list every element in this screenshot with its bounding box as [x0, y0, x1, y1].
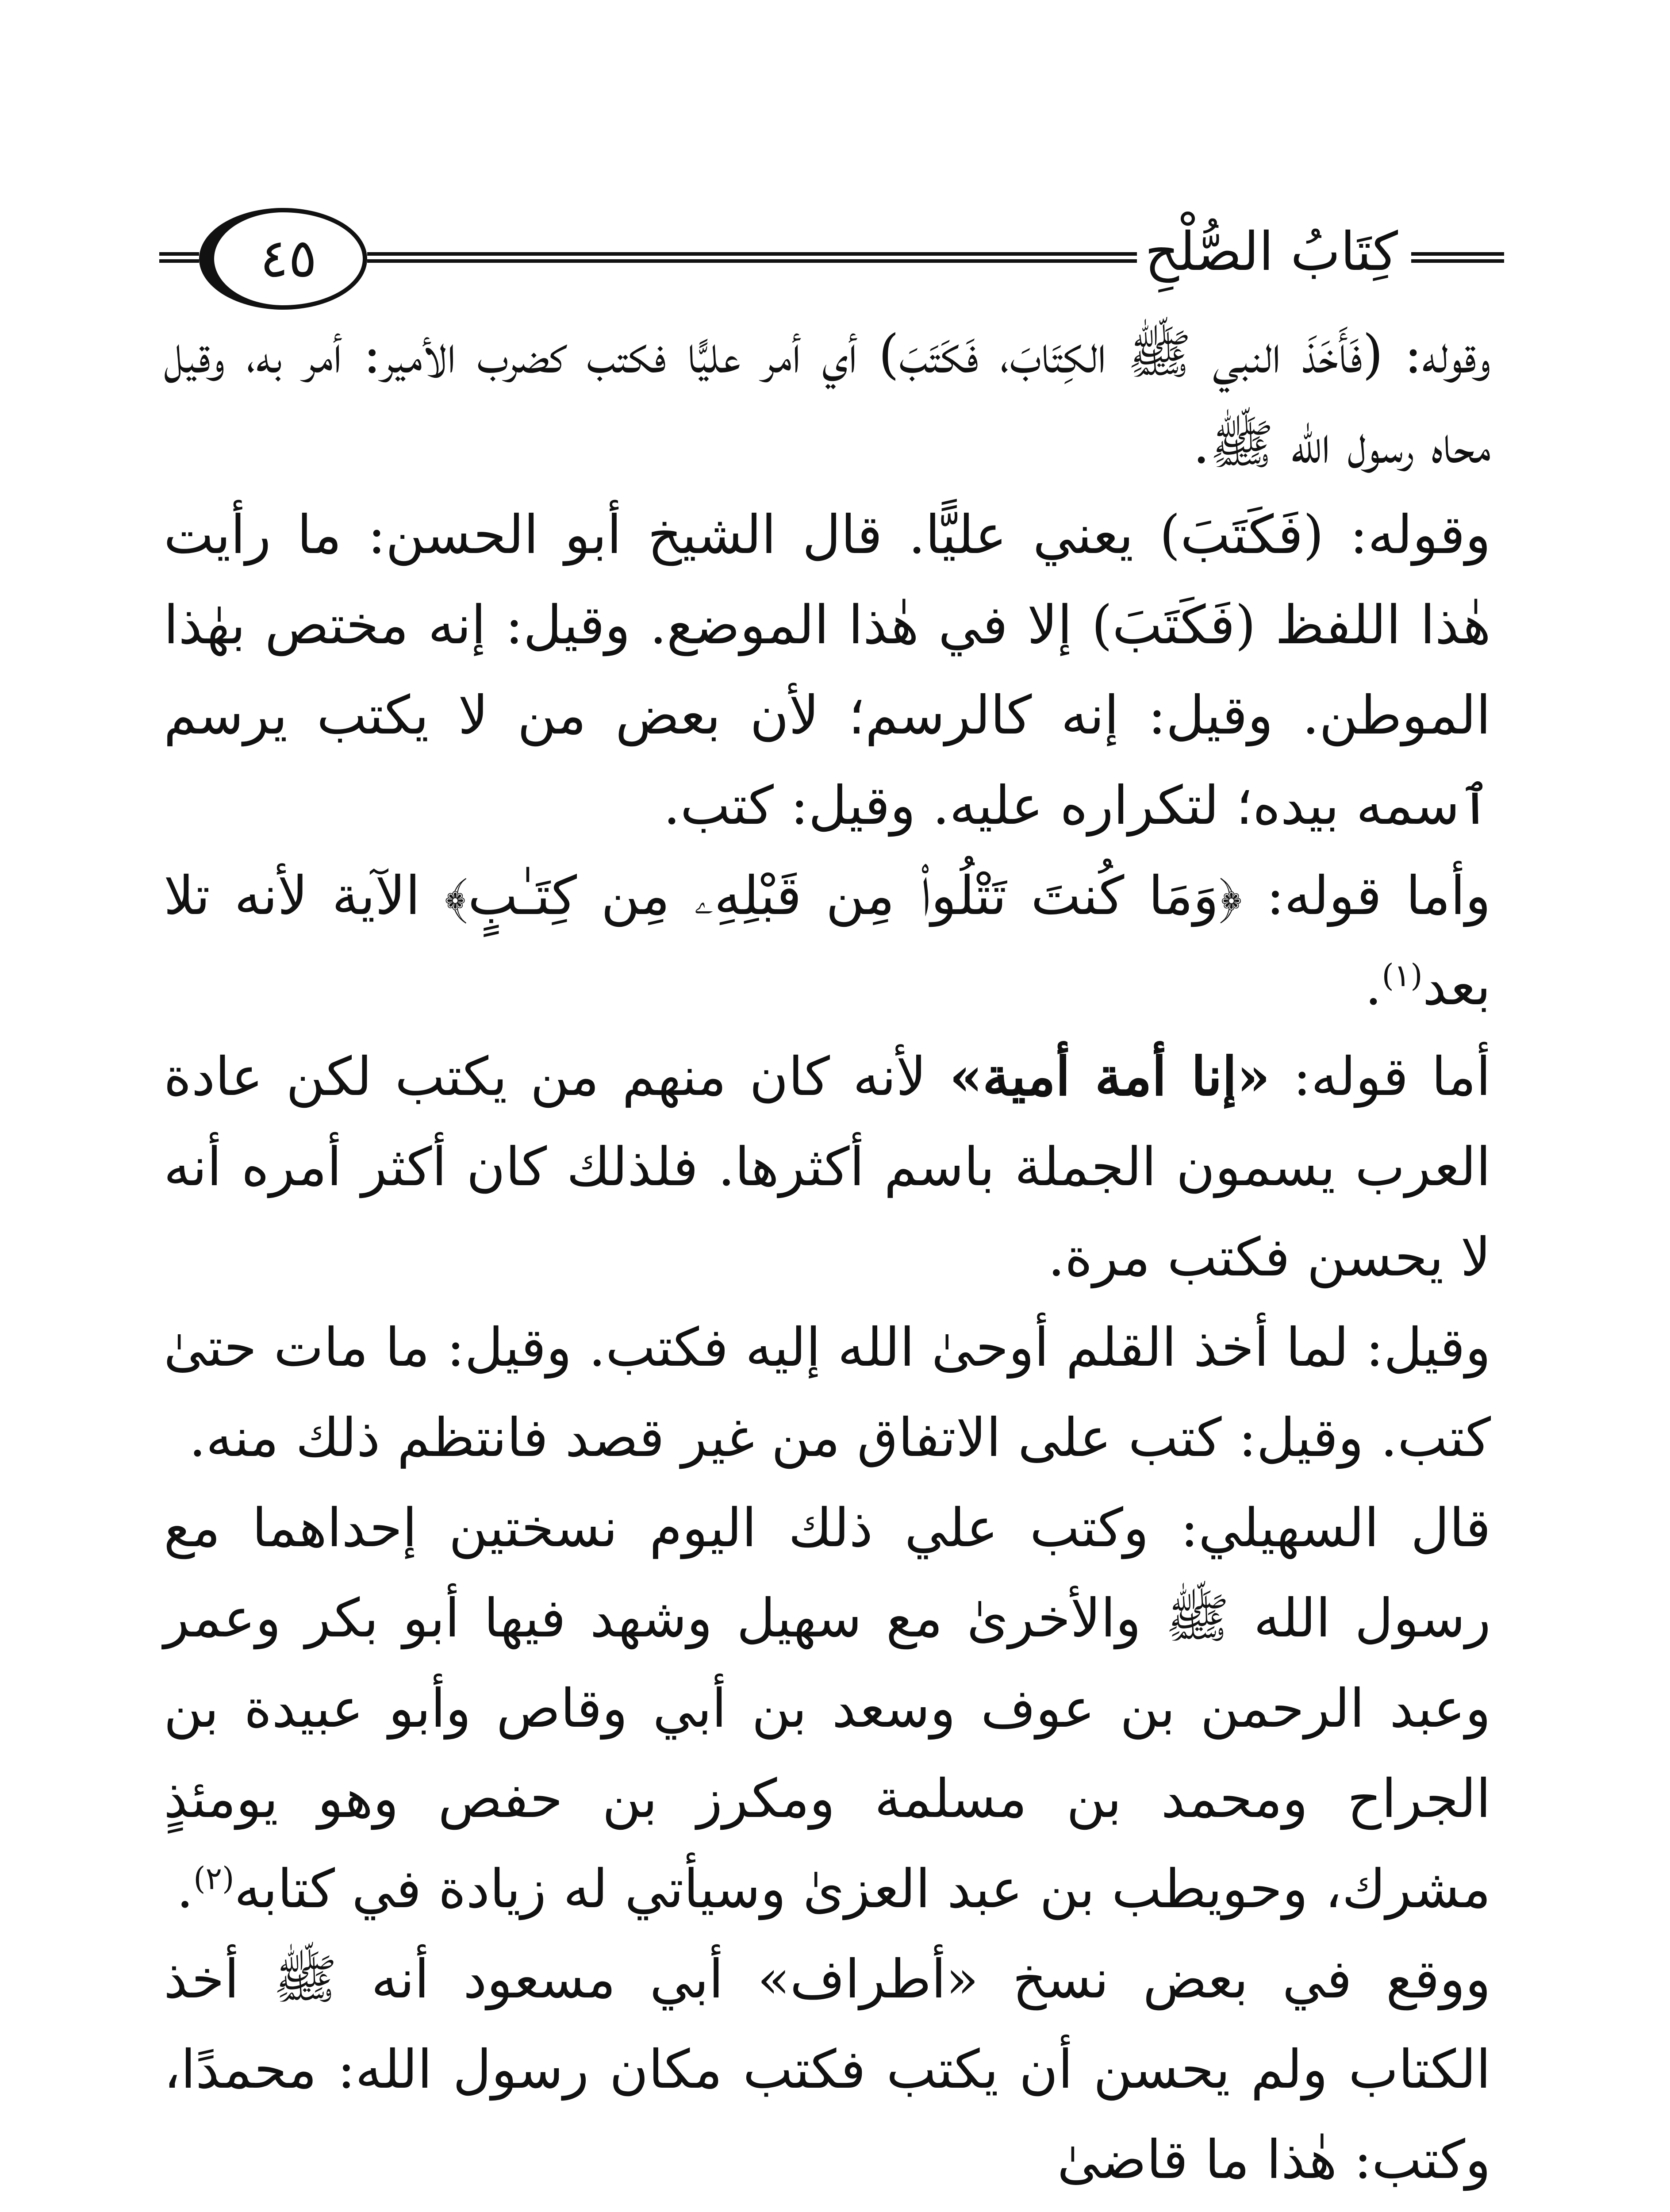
header-rule-left: [159, 252, 199, 263]
paragraph-4-lead: أما قوله:: [1270, 1046, 1491, 1108]
paragraph-3: [164, 851, 1491, 1032]
paragraph-1: وقوله: (فَأَخَذَ النبي ﷺ الكِتَابَ، فَكَتَبَ) أي أمر عليًّا فكتب كضرب الأمير: أمر به، وقيل محاه رسول الله ﷺ.: [164, 324, 1491, 476]
paragraph-7: ووقع في بعض نسخ «أطراف» أبي مسعود أنه ﷺ أخذ الكتاب ولم يحسن أن يكتب فكتب مكان رسول الله: محمدًا، وكتب: هٰذا ما قاضىٰ: [164, 1949, 1491, 2191]
page-number-badge: [199, 208, 367, 310]
paragraph-6: [164, 1483, 1491, 1935]
paragraph-6-text: قال السهيلي: وكتب علي ذلك اليوم نسختين إحداهما مع رسول الله ﷺ والأخرىٰ مع سهيل وشهد فيها أبو بكر وعمر وعبد الرحمن بن عوف وسعد بن أبي وقاص وأبو عبيدة بن الجراح ومحمد بن مسلمة ومكرز بن حفص وهو يومئذٍ مشرك، وحويطب بن عبد العزىٰ وسيأتي له زيادة في كتابه: [164, 1498, 1491, 1920]
page-number: ٤٥: [260, 228, 317, 289]
footnote-ref-1[interactable]: (١): [1382, 957, 1423, 994]
header-rule-middle: [367, 252, 1137, 263]
paragraph-3-end: .: [1365, 956, 1382, 1017]
footnote-ref-2[interactable]: (٢): [193, 1860, 234, 1897]
running-header: [159, 190, 1504, 314]
main-text: [164, 310, 1491, 2205]
paragraph-5: وقيل: لما أخذ القلم أوحىٰ الله إليه فكتب. وقيل: ما مات حتىٰ كتب. وقيل: كتب على الاتفاق من غير قصد فانتظم ذلك منه.: [164, 1317, 1491, 1469]
paragraph-4: [164, 1032, 1491, 1303]
paragraph-6-end: .: [177, 1859, 194, 1920]
paragraph-3-text: وأما قوله: ﴿وَمَا كُنتَ تَتْلُوا۟ مِن قَبْلِهِۦ مِن كِتَـٰبٍ﴾ الآية لأنه تلا بعد: [164, 865, 1491, 1017]
paragraph-4-text: لأنه كان منهم من يكتب لكن عادة العرب يسمون الجملة باسم أكثرها. فلذلك كان أكثر أمره أنه لا يحسن فكتب مرة.: [164, 1046, 1491, 1288]
paragraph-2: وقوله: (فَكَتَبَ) يعني عليًّا. قال الشيخ أبو الحسن: ما رأيت هٰذا اللفظ (فَكَتَبَ) إلا في هٰذا الموضع. وقيل: إنه مختص بهٰذا الموطن. وقيل: إنه كالرسم؛ لأن بعض من لا يكتب يرسم ٱسمه بيده؛ لتكراره عليه. وقيل: كتب.: [164, 504, 1491, 837]
chapter-title: كِتَابُ الصُّلْحِ: [1144, 221, 1398, 283]
header-rule-right: [1411, 252, 1504, 263]
hadith-quote: «إنا أمة أمية»: [949, 1045, 1270, 1108]
